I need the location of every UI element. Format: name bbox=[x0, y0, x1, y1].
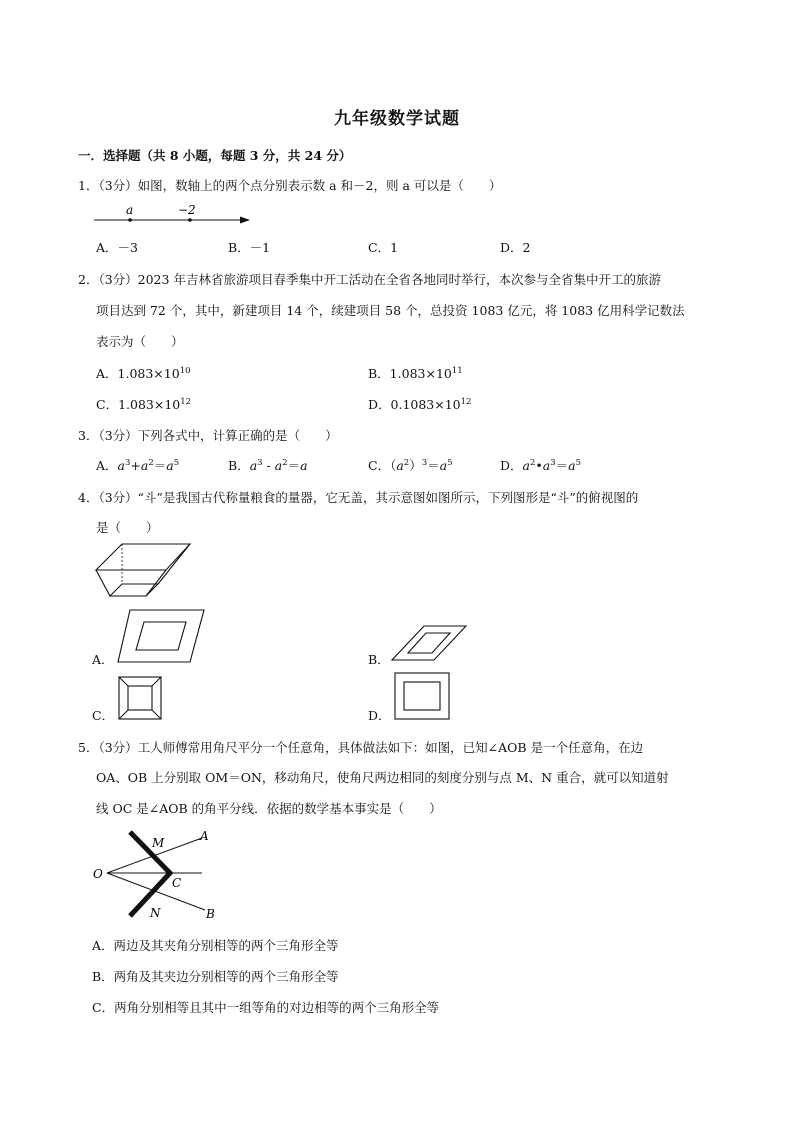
q2-option-b[interactable]: B．$1.083\times 10^{11}$ bbox=[368, 365, 463, 381]
q2-option-a[interactable]: A．$1.083\times 10^{10}$ bbox=[96, 365, 191, 381]
q5-option-a[interactable]: A．两边及其夹角分别相等的两个三角形全等 bbox=[92, 938, 339, 953]
label-m: M bbox=[152, 836, 165, 850]
q4-option-b-figure[interactable] bbox=[390, 624, 470, 662]
point-a-label: a bbox=[126, 203, 134, 217]
q3-option-b[interactable]: B．$a^3 - a^2=a$ bbox=[228, 457, 308, 473]
q5-option-c[interactable]: C．两角分别相等且其中一组等角的对边相等的两个三角形全等 bbox=[92, 1000, 440, 1015]
q3-option-a[interactable]: A．$a^3+a^2=a^5$ bbox=[96, 457, 180, 473]
section-heading: 一．选择题（共 8 小题，每题 3 分，共 24 分） bbox=[78, 148, 352, 163]
q1-option-b[interactable]: B．－1 bbox=[228, 240, 271, 255]
q2-line-1: 2．（3分）2023 年吉林省旅游项目春季集中开工活动在全省各地同时举行，本次参与全省集中开工的旅游 bbox=[78, 272, 661, 287]
point-minus2-label: −2 bbox=[178, 203, 196, 217]
q4-option-a[interactable]: A． bbox=[92, 652, 114, 667]
q4-option-d[interactable]: D． bbox=[368, 708, 391, 723]
q1-stem: 1．（3分）如图，数轴上的两个点分别表示数 a 和－2，则 a 可以是（ ） bbox=[78, 178, 502, 193]
q4-option-b[interactable]: B． bbox=[368, 652, 390, 667]
q2-line-3: 表示为（ ） bbox=[96, 334, 184, 349]
label-b: B bbox=[206, 907, 215, 921]
q5-line-3: 线 OC 是∠AOB 的角平分线．依据的数学基本事实是（ ） bbox=[96, 801, 442, 816]
q1-option-d[interactable]: D．2 bbox=[500, 240, 531, 255]
q1-option-a[interactable]: A．－3 bbox=[96, 240, 138, 255]
label-o: O bbox=[93, 867, 103, 881]
q4-option-d-figure[interactable] bbox=[394, 672, 450, 720]
q5-option-b[interactable]: B．两角及其夹边分别相等的两个三角形全等 bbox=[92, 969, 339, 984]
page-title: 九年级数学试题 bbox=[334, 109, 460, 129]
q1-option-c[interactable]: C．1 bbox=[368, 240, 399, 255]
q4-option-a-figure[interactable] bbox=[116, 608, 206, 664]
q3-option-c[interactable]: C．$(a^2)^3=a^5$ bbox=[368, 457, 453, 473]
dou-vessel-figure bbox=[92, 540, 192, 602]
angle-bisector-figure bbox=[90, 826, 225, 922]
label-a: A bbox=[200, 829, 209, 843]
q4-option-c-figure[interactable] bbox=[118, 676, 162, 720]
q4-option-c[interactable]: C． bbox=[92, 708, 115, 723]
q3-stem: 3．（3分）下列各式中，计算正确的是（ ） bbox=[78, 428, 338, 443]
label-n: N bbox=[150, 906, 161, 920]
q3-option-d[interactable]: D．$a^2•a^3=a^5$ bbox=[500, 457, 582, 473]
q2-option-c[interactable]: C．$1.083\times 10^{12}$ bbox=[96, 396, 192, 412]
label-c: C bbox=[172, 876, 182, 890]
number-line-figure bbox=[92, 202, 257, 230]
q5-line-1: 5．（3分）工人师傅常用角尺平分一个任意角，具体做法如下：如图，已知∠AOB 是一个任意角，在边 bbox=[78, 740, 644, 755]
q4-line-2: 是（ ） bbox=[96, 520, 159, 535]
q5-line-2: OA、OB 上分别取 OM＝ON，移动角尺，使角尺两边相同的刻度分别与点 M、N 重合，就可以知道射 bbox=[96, 770, 669, 785]
q2-option-d[interactable]: D．$0.1083\times 10^{12}$ bbox=[368, 396, 472, 412]
q4-line-1: 4．（3分）“斗”是我国古代称量粮食的量器，它无盖，其示意图如图所示，下列图形是“斗”的俯视图的 bbox=[78, 490, 639, 505]
q2-line-2: 项目达到 72 个，其中，新建项目 14 个，续建项目 58 个，总投资 1083 亿元，将 1083 亿用科学记数法 bbox=[96, 303, 685, 318]
